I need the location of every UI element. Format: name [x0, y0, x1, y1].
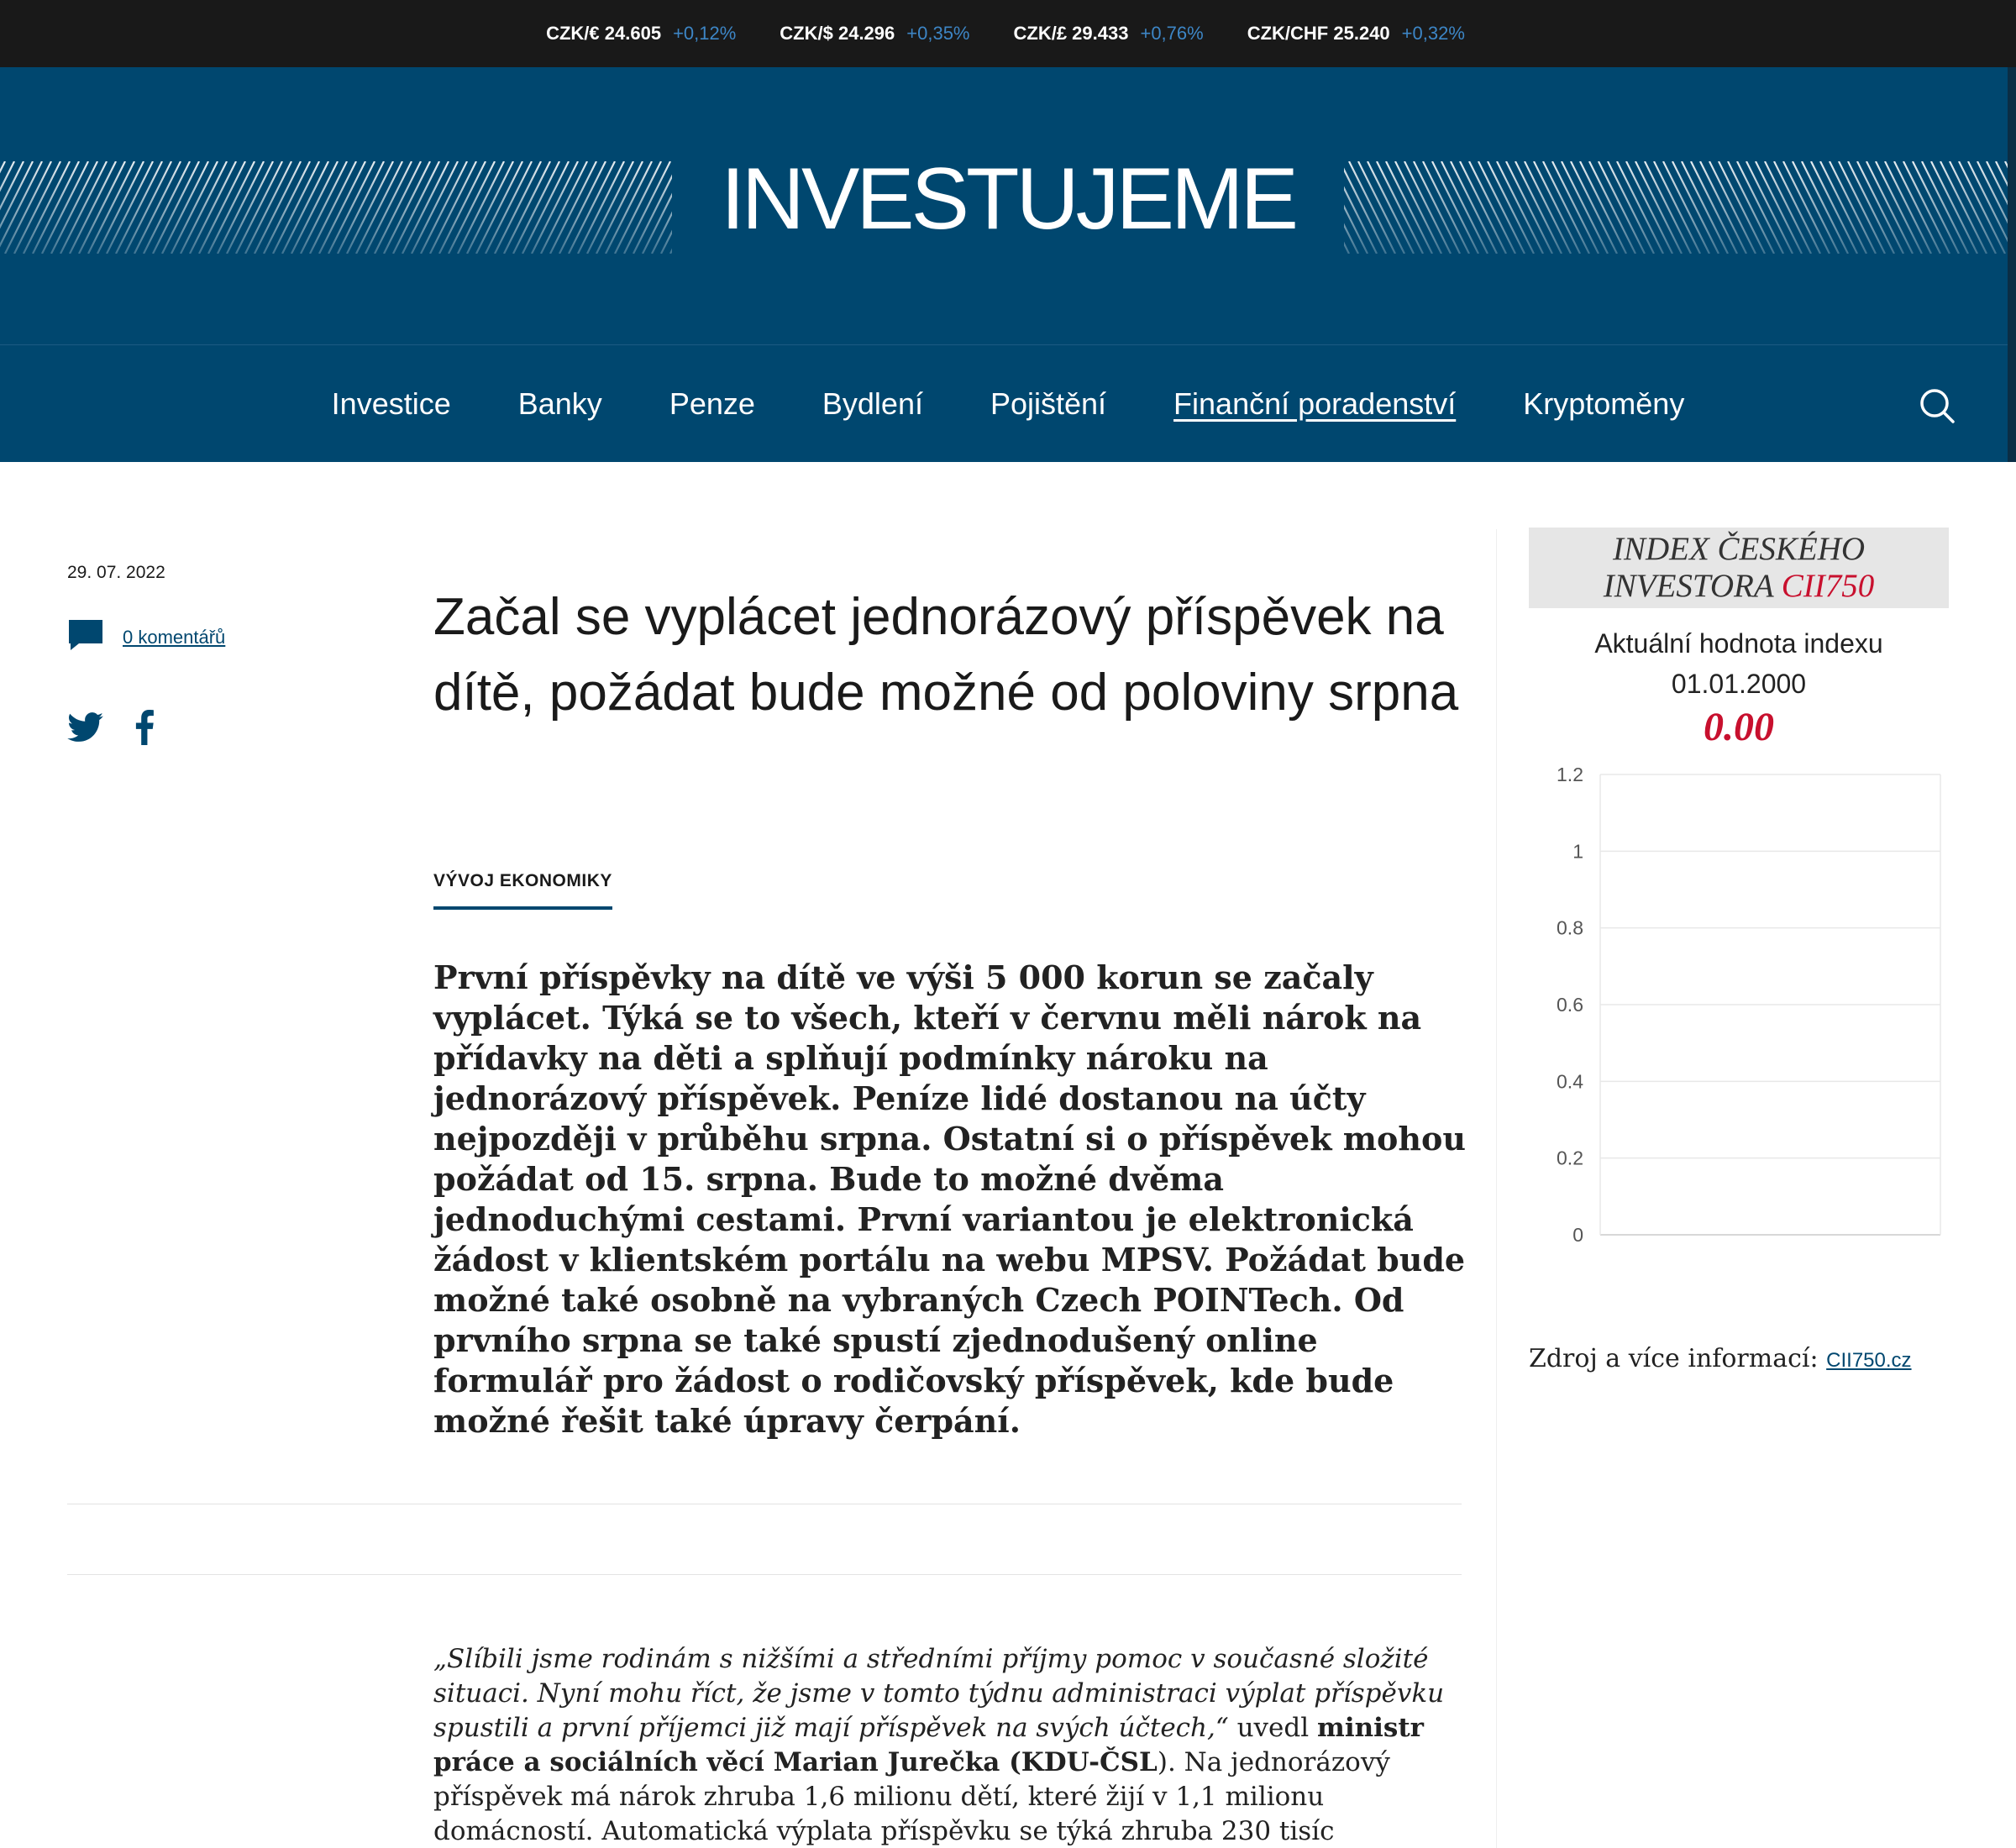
index-chart — [1529, 756, 1949, 1252]
facebook-icon[interactable] — [134, 710, 155, 749]
index-widget-title-line2: INVESTORA — [1603, 568, 1773, 604]
nav-item-investice[interactable]: Investice — [331, 386, 451, 421]
article-speaker: ministr práce a sociálních věcí Marian Jurečka (KDU-ČSL — [433, 1713, 1425, 1777]
ticker-pair: CZK/$ 24.296 — [780, 23, 895, 44]
masthead — [0, 67, 2016, 344]
search-icon[interactable] — [1919, 387, 1956, 424]
index-widget-title-accent: CII750 — [1781, 568, 1875, 604]
comments — [67, 618, 225, 656]
chart-y-tick-label: 0.8 — [1557, 916, 1583, 939]
article-body-said: uvedl — [1228, 1713, 1318, 1743]
chart-y-tick-label: 0 — [1572, 1224, 1583, 1246]
nav-item-penze[interactable]: Penze — [669, 386, 755, 421]
source-label: Zdroj a více informací: — [1529, 1344, 1819, 1373]
ticker-pair: CZK/CHF 25.240 — [1247, 23, 1390, 44]
article-headline: Začal se vyplácet jednorázový příspěvek na dítě, požádat bude možné od poloviny srpna — [433, 588, 1459, 722]
nav-item-banky[interactable]: Banky — [517, 386, 602, 421]
nav-item-financni-poradenstvi[interactable]: Finanční poradenství — [1173, 386, 1457, 421]
chart-y-tick-label: 1.2 — [1557, 764, 1583, 785]
ticker-change: +0,76% — [1140, 23, 1204, 44]
index-date: 01.01.2000 — [1671, 669, 1807, 699]
ticker-change: +0,12% — [673, 23, 737, 44]
article-perex: První příspěvky na dítě ve výši 5 000 korun se začaly vyplácet. Týká se to všech, kteří v červnu měli nárok na přídavky na děti a splňují podmínky nároku na jednorázový příspěvek. Peníze lidé dostanou na účty nejpozději v průběhu srpna. Ostatní si o příspěvek mohou požádat od 15. srpna. Bude to možné dvěma jednoduchými cestami. První variantou je elektronická žádost v klientském portálu na webu MPSV. Požádat bude možné také osobně na vybraných Czech POINTech. Od prvního srpna se také spustí zjednodušený online formulář pro žádost o rodičovský příspěvek, kde bude možné řešit také úpravy čerpání. — [433, 958, 1466, 1440]
ticker-item — [780, 23, 969, 45]
chart-y-tick-label: 1 — [1572, 840, 1583, 863]
chart-y-tick-label: 0.4 — [1557, 1070, 1583, 1093]
currency-ticker — [0, 0, 2016, 67]
share-buttons — [67, 710, 155, 749]
divider — [67, 1574, 1462, 1575]
article-date: 29. 07. 2022 — [67, 563, 165, 582]
chart-y-tick-label: 0.6 — [1557, 994, 1583, 1016]
index-widget-title-line1: INDEX ČESKÉHO — [1612, 531, 1866, 567]
chart-y-tick-label: 0.2 — [1557, 1147, 1583, 1169]
ticker-item — [1247, 23, 1465, 45]
article-body-rest: ). Na jednorázový příspěvek má nárok zhruba 1,6 milionu dětí, které žijí v 1,1 milionu domácností. Automatická výplata příspěvku se týká zhruba 230 tisíc — [433, 1747, 1390, 1846]
index-widget-title — [1529, 528, 1949, 608]
ticker-item — [546, 23, 736, 45]
source-link[interactable]: CII750.cz — [1826, 1349, 1912, 1372]
scrollbar[interactable] — [2008, 67, 2016, 462]
nav-item-pojisteni[interactable]: Pojištění — [990, 386, 1107, 421]
ticker-item — [1014, 23, 1204, 45]
comment-icon[interactable] — [67, 618, 104, 656]
comments-link[interactable]: 0 komentářů — [123, 626, 226, 648]
ticker-change: +0,32% — [1401, 23, 1465, 44]
ticker-pair: CZK/€ 24.605 — [546, 23, 662, 44]
column-separator — [1496, 529, 1497, 1848]
article-quote: „Slíbili jsme rodinám s nižšími a středními příjmy pomoc v současné složité situaci. Nyní mohu říct, že jsme v tomto týdnu administraci výplat příspěvku spustili a první příjemci již mají příspěvek na svých účtech,“ — [433, 1644, 1445, 1743]
nav-item-kryptomeny[interactable]: Kryptoměny — [1523, 386, 1685, 421]
main-nav — [0, 344, 2016, 462]
nav-item-bydleni[interactable]: Bydlení — [822, 386, 923, 421]
article-body — [433, 1642, 1467, 1848]
ticker-pair: CZK/£ 29.433 — [1013, 23, 1129, 44]
twitter-icon[interactable] — [67, 712, 104, 747]
decorative-stripes-right — [1344, 161, 2016, 254]
site-logo[interactable]: INVESTUJEME — [720, 150, 1296, 248]
article-category[interactable]: VÝVOJ EKONOMIKY — [433, 871, 612, 910]
index-value: 0.00 — [1704, 705, 1774, 749]
index-label: Aktuální hodnota indexu — [1594, 628, 1883, 659]
ticker-change: +0,35% — [906, 23, 970, 44]
source-info — [1529, 1344, 1912, 1373]
